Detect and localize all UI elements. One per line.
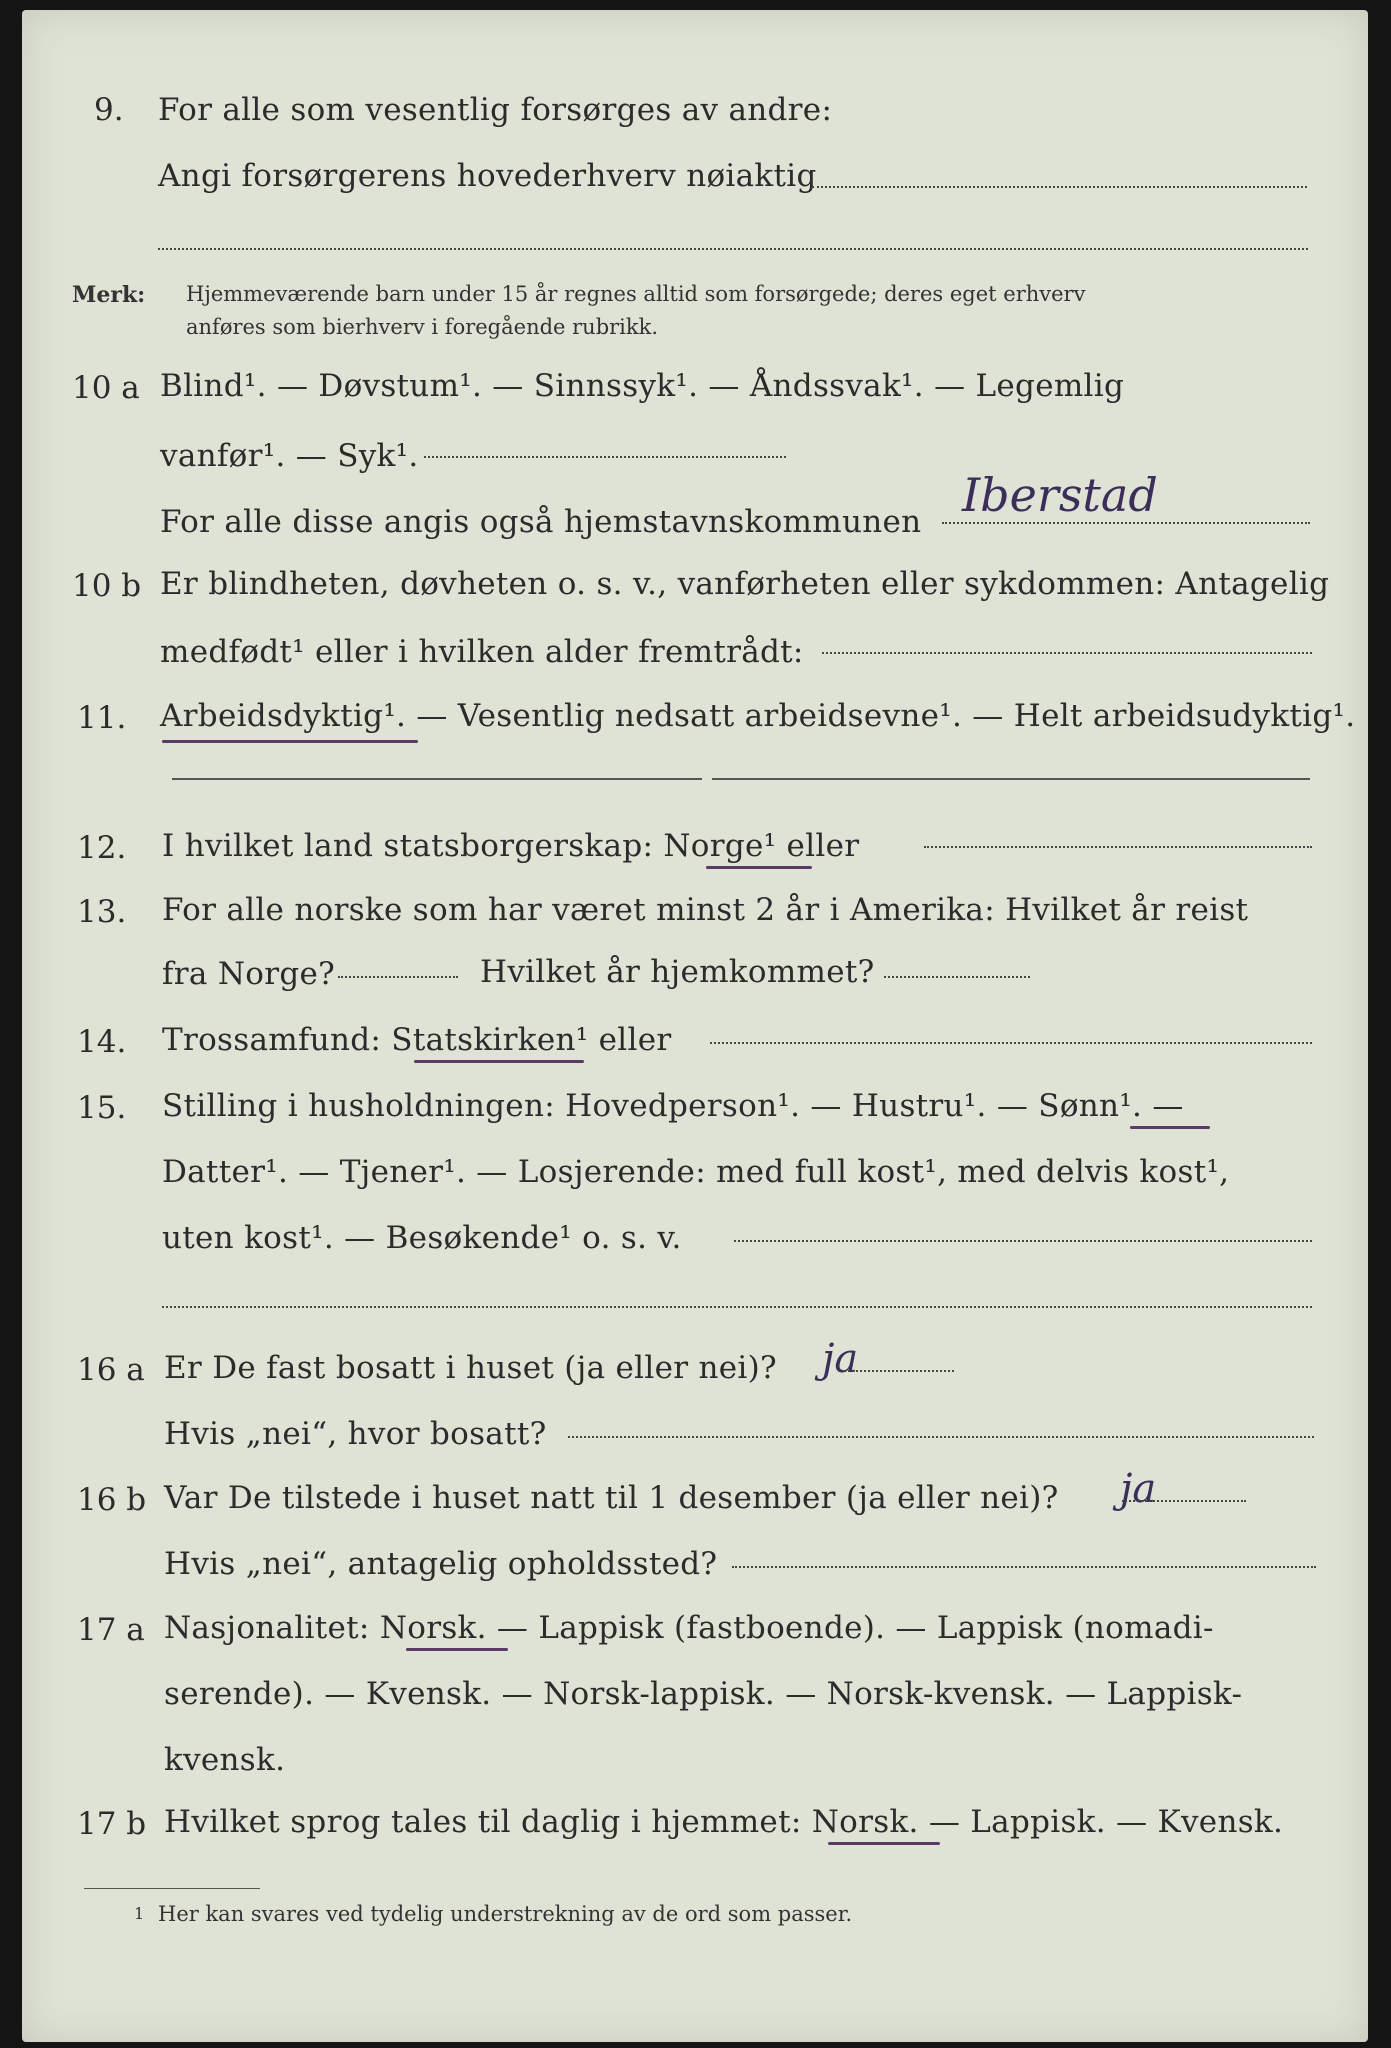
answer-line <box>712 778 1310 780</box>
question-9-text: For alle som vesentlig forsørges av andre: <box>158 92 833 128</box>
question-17b-text: Hvilket sprog tales til daglig i hjemmet: Norsk. — Lappisk. — Kvensk. <box>164 1804 1284 1840</box>
question-10a-text: vanfør¹. — Syk¹. <box>160 438 419 474</box>
underline-mark <box>406 1648 508 1651</box>
question-16a-text: Er De fast bosatt i huset (ja eller nei)? <box>164 1350 777 1386</box>
question-14-text: Trossamfund: Statskirken¹ eller <box>162 1022 672 1058</box>
answer-line <box>734 1240 1312 1242</box>
note-text: Hjemmeværende barn under 15 år regnes alltid som forsørgede; deres eget erhverv <box>186 282 1086 306</box>
answer-line <box>568 1436 1314 1438</box>
footnote-divider <box>84 1888 260 1889</box>
question-10a-number: 10 a <box>72 370 140 406</box>
question-16a-text: Hvis „nei“, hvor bosatt? <box>164 1416 547 1452</box>
question-13-number: 13. <box>77 894 127 930</box>
answer-line <box>338 976 458 978</box>
question-10b-number: 10 b <box>72 568 142 604</box>
question-13-text: Hvilket år hjemkommet? <box>480 954 875 990</box>
question-11-text: Arbeidsdyktig¹. — Vesentlig nedsatt arbeidsevne¹. — Helt arbeidsudyktig¹. <box>160 698 1356 734</box>
question-16b-text: Hvis „nei“, antagelig opholdssted? <box>164 1546 718 1582</box>
question-17a-text: Nasjonalitet: Norsk. — Lappisk (fastboende). — Lappisk (nomadi- <box>164 1610 1214 1646</box>
underline-mark <box>828 1842 940 1845</box>
underline-mark <box>414 1060 584 1063</box>
question-17a-number: 17 a <box>77 1612 145 1648</box>
handwritten-answer: Iberstad <box>962 468 1158 522</box>
answer-line <box>884 976 1030 978</box>
answer-line <box>1122 1500 1246 1502</box>
question-16b-number: 16 b <box>77 1482 147 1518</box>
question-11-number: 11. <box>77 700 127 736</box>
answer-line <box>158 248 1308 250</box>
question-17b-number: 17 b <box>77 1806 147 1842</box>
answer-line <box>424 456 786 458</box>
answer-line <box>942 522 1310 524</box>
answer-line <box>844 1370 954 1372</box>
underline-mark <box>162 740 418 743</box>
question-14-number: 14. <box>77 1024 127 1060</box>
question-15-text: uten kost¹. — Besøkende¹ o. s. v. <box>162 1220 682 1256</box>
answer-line <box>822 652 1312 654</box>
question-10a-text: Blind¹. — Døvstum¹. — Sinnssyk¹. — Åndssvak¹. — Legemlig <box>160 368 1125 404</box>
handwritten-answer: ja <box>1120 1466 1157 1512</box>
question-12-number: 12. <box>77 830 127 866</box>
question-17a-text: kvensk. <box>164 1742 286 1778</box>
underline-mark <box>1130 1126 1210 1129</box>
question-15-number: 15. <box>77 1090 127 1126</box>
question-10b-text: Er blindheten, døvheten o. s. v., vanførheten eller sykdommen: Antagelig <box>160 566 1330 602</box>
answer-line <box>710 1042 1312 1044</box>
answer-line <box>172 778 702 780</box>
footnote-mark: 1 <box>134 1904 145 1923</box>
question-13-text: For alle norske som har været minst 2 år i Amerika: Hvilket år reist <box>162 892 1249 928</box>
note-text: anføres som bierhverv i foregående rubrikk. <box>186 315 659 339</box>
underline-mark <box>706 866 812 869</box>
question-9-subtext: Angi forsørgerens hovederhverv nøiaktig <box>158 158 817 194</box>
answer-line <box>162 1306 1312 1308</box>
question-10b-text: medfødt¹ eller i hvilken alder fremtrådt: <box>160 634 804 670</box>
answer-line <box>924 846 1312 848</box>
question-17a-text: serende). — Kvensk. — Norsk-lappisk. — Norsk-kvensk. — Lappisk- <box>164 1676 1243 1712</box>
question-12-text: I hvilket land statsborgerskap: Norge¹ eller <box>162 828 860 864</box>
question-16a-number: 16 a <box>77 1352 145 1388</box>
question-9-number: 9. <box>94 92 124 128</box>
question-10a-text: For alle disse angis også hjemstavnskommunen <box>160 504 922 540</box>
handwritten-answer: ja <box>822 1336 859 1382</box>
question-15-text: Stilling i husholdningen: Hovedperson¹. — Hustru¹. — Sønn¹. — <box>162 1088 1184 1124</box>
question-15-text: Datter¹. — Tjener¹. — Losjerende: med full kost¹, med delvis kost¹, <box>162 1154 1230 1190</box>
footnote-text: Her kan svares ved tydelig understrekning av de ord som passer. <box>158 1902 853 1926</box>
note-label: Merk: <box>72 282 146 308</box>
question-16b-text: Var De tilstede i huset natt til 1 desember (ja eller nei)? <box>164 1480 1059 1516</box>
answer-line <box>812 186 1307 188</box>
census-form-page <box>22 10 1368 2042</box>
answer-line <box>732 1566 1316 1568</box>
question-13-text: fra Norge? <box>162 956 336 992</box>
